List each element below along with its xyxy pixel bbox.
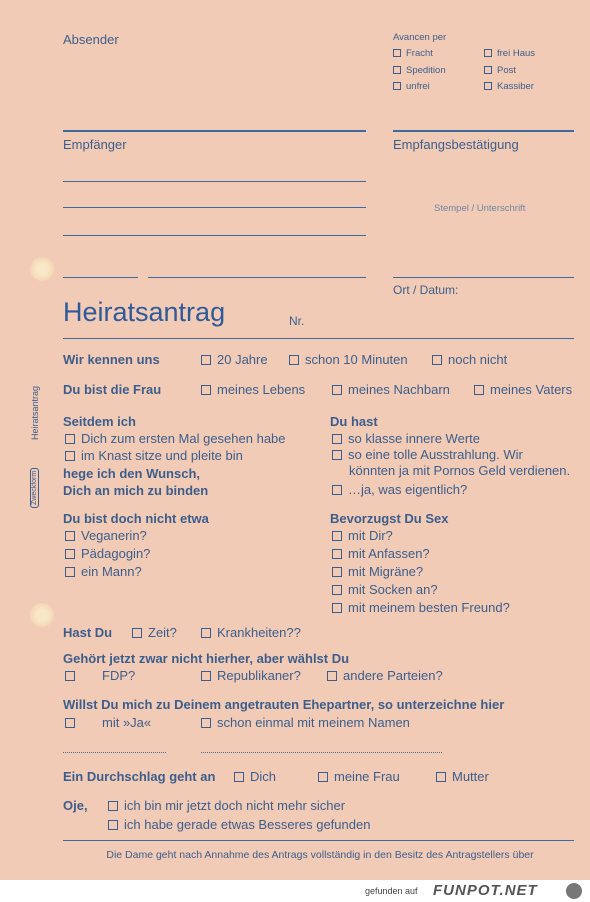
avancen-option[interactable]: Kassiber xyxy=(484,81,534,92)
checkbox[interactable] xyxy=(65,671,75,681)
checkbox[interactable] xyxy=(132,628,142,638)
checkbox[interactable] xyxy=(201,355,211,365)
punch-hole xyxy=(30,257,54,281)
checkbox[interactable] xyxy=(484,66,492,74)
checkbox[interactable] xyxy=(318,772,328,782)
option-continuation: könnten ja mit Pornos Geld verdienen. xyxy=(349,463,571,478)
checkbox[interactable] xyxy=(108,820,118,830)
address-line[interactable] xyxy=(63,207,366,208)
q-seitdem-after: Dich an mich zu binden xyxy=(63,483,209,498)
checkbox[interactable] xyxy=(65,549,75,559)
checkbox[interactable] xyxy=(332,567,342,577)
divider xyxy=(63,130,366,132)
checkbox[interactable] xyxy=(327,671,337,681)
zweckform-logo: Zweckform xyxy=(30,468,39,508)
option[interactable]: meine Frau xyxy=(318,769,400,784)
q-hast-label: Hast Du xyxy=(63,625,113,640)
punch-hole xyxy=(30,603,54,627)
option[interactable]: Dich zum ersten Mal gesehen habe xyxy=(65,431,286,446)
checkbox[interactable] xyxy=(332,434,342,444)
option[interactable]: so eine tolle Ausstrahlung. Wir xyxy=(332,447,523,462)
divider xyxy=(63,840,574,841)
checkbox[interactable] xyxy=(332,450,342,460)
option[interactable]: mit Anfassen? xyxy=(332,546,430,561)
option[interactable]: mit »Ja« xyxy=(65,715,151,730)
watermark-site: FUNPOT.NET xyxy=(433,882,538,899)
option[interactable]: Republikaner? xyxy=(201,668,301,683)
funpot-logo-icon xyxy=(566,883,582,899)
checkbox[interactable] xyxy=(393,66,401,74)
q-sex-label: Bevorzugst Du Sex xyxy=(330,511,449,526)
address-line[interactable] xyxy=(63,277,138,278)
address-line[interactable] xyxy=(148,277,366,278)
absender-label: Absender xyxy=(63,32,119,47)
stempel-label: Stempel / Unterschrift xyxy=(434,203,526,214)
signature-line[interactable] xyxy=(393,277,574,278)
checkbox[interactable] xyxy=(289,355,299,365)
avancen-option[interactable]: Spedition xyxy=(393,65,446,76)
q-willst-label: Willst Du mich zu Deinem angetrauten Ehepartner, so unterzeichne hier xyxy=(63,697,505,712)
q-seitdem-after: hege ich den Wunsch, xyxy=(63,466,201,481)
checkbox[interactable] xyxy=(484,82,492,90)
checkbox[interactable] xyxy=(201,718,211,728)
checkbox[interactable] xyxy=(332,485,342,495)
checkbox[interactable] xyxy=(332,385,342,395)
option[interactable]: mit Dir? xyxy=(332,528,393,543)
option[interactable]: Pädagogin? xyxy=(65,546,150,561)
option[interactable]: ich habe gerade etwas Besseres gefunden xyxy=(108,817,370,832)
option[interactable]: mit Migräne? xyxy=(332,564,423,579)
option[interactable]: noch nicht xyxy=(432,352,507,367)
checkbox[interactable] xyxy=(201,628,211,638)
checkbox[interactable] xyxy=(332,603,342,613)
option[interactable]: meines Lebens xyxy=(201,382,305,397)
checkbox[interactable] xyxy=(65,718,75,728)
option[interactable]: …ja, was eigentlich? xyxy=(332,482,467,497)
q-duhast-label: Du hast xyxy=(330,414,378,429)
checkbox[interactable] xyxy=(201,385,211,395)
checkbox[interactable] xyxy=(332,549,342,559)
q-oje-label: Oje, xyxy=(63,798,88,813)
checkbox[interactable] xyxy=(65,451,75,461)
option[interactable]: so klasse innere Werte xyxy=(332,431,480,446)
avancen-option[interactable]: Fracht xyxy=(393,48,433,59)
address-line[interactable] xyxy=(63,181,366,182)
option[interactable]: meines Vaters xyxy=(474,382,572,397)
watermark-bar xyxy=(0,880,590,902)
page-title: Heiratsantrag xyxy=(63,297,226,327)
option[interactable]: ich bin mir jetzt doch nicht mehr sicher xyxy=(108,798,345,813)
checkbox[interactable] xyxy=(436,772,446,782)
signature-line[interactable] xyxy=(201,752,442,753)
checkbox[interactable] xyxy=(393,49,401,57)
empfangsbestaetigung-label: Empfangsbestätigung xyxy=(393,137,519,152)
option[interactable]: schon einmal mit meinem Namen xyxy=(201,715,410,730)
nr-label: Nr. xyxy=(289,314,305,328)
address-line[interactable] xyxy=(63,235,366,236)
empfaenger-label: Empfänger xyxy=(63,137,127,152)
option[interactable]: Krankheiten?? xyxy=(201,625,301,640)
checkbox[interactable] xyxy=(65,567,75,577)
watermark-found: gefunden auf xyxy=(365,886,418,896)
q-waehlst-label: Gehört jetzt zwar nicht hierher, aber wählst Du xyxy=(63,651,350,666)
option[interactable]: im Knast sitze und pleite bin xyxy=(65,448,243,463)
checkbox[interactable] xyxy=(65,531,75,541)
avancen-option[interactable]: unfrei xyxy=(393,81,430,92)
checkbox[interactable] xyxy=(332,585,342,595)
checkbox[interactable] xyxy=(393,82,401,90)
option[interactable]: schon 10 Minuten xyxy=(289,352,408,367)
checkbox[interactable] xyxy=(474,385,484,395)
avancen-title: Avancen per xyxy=(393,32,447,43)
divider xyxy=(63,338,574,339)
signature-line[interactable] xyxy=(63,752,166,753)
q-nicht-etwa-label: Du bist doch nicht etwa xyxy=(63,511,209,526)
divider xyxy=(393,130,574,132)
avancen-option[interactable]: frei Haus xyxy=(484,48,535,59)
q-kennen-label: Wir kennen uns xyxy=(63,352,160,367)
checkbox[interactable] xyxy=(201,671,211,681)
option[interactable]: meines Nachbarn xyxy=(332,382,450,397)
option[interactable]: 20 Jahre xyxy=(201,352,268,367)
option[interactable]: Mutter xyxy=(436,769,489,784)
option[interactable]: Dich xyxy=(234,769,276,784)
checkbox[interactable] xyxy=(332,531,342,541)
checkbox[interactable] xyxy=(65,434,75,444)
q-frau-label: Du bist die Frau xyxy=(63,382,162,397)
side-label: Heiratsantrag xyxy=(30,385,40,440)
option[interactable]: mit meinem besten Freund? xyxy=(332,600,510,615)
q-durchschlag-label: Ein Durchschlag geht an xyxy=(63,769,216,784)
option[interactable]: Zeit? xyxy=(132,625,177,640)
checkbox[interactable] xyxy=(484,49,492,57)
q-seitdem-label: Seitdem ich xyxy=(63,414,136,429)
option[interactable]: ein Mann? xyxy=(65,564,142,579)
option[interactable]: Veganerin? xyxy=(65,528,147,543)
footnote: Die Dame geht nach Annahme des Antrags vollständig in den Besitz des Antragstellers über xyxy=(106,849,534,861)
checkbox[interactable] xyxy=(234,772,244,782)
checkbox[interactable] xyxy=(432,355,442,365)
option[interactable]: mit Socken an? xyxy=(332,582,438,597)
avancen-option[interactable]: Post xyxy=(484,65,516,76)
option[interactable]: FDP? xyxy=(65,668,135,683)
ort-datum-label: Ort / Datum: xyxy=(393,283,459,297)
option[interactable]: andere Parteien? xyxy=(327,668,443,683)
checkbox[interactable] xyxy=(108,801,118,811)
